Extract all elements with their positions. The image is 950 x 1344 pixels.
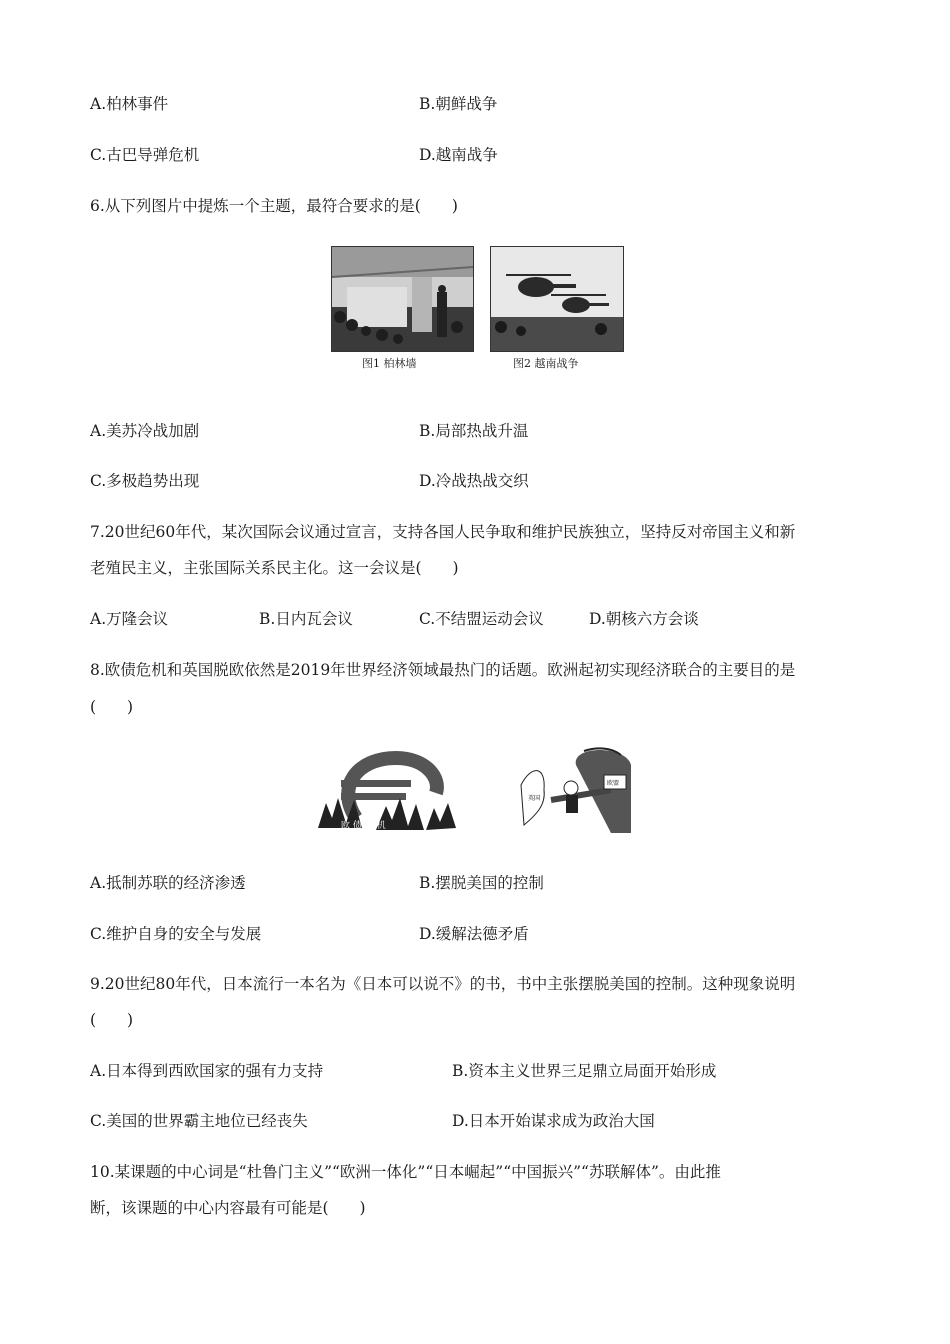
brexit-cartoon: [516, 745, 634, 833]
q6-option-c: C.多极趋势出现: [90, 472, 200, 490]
q7-option-b: B.日内瓦会议: [259, 610, 353, 628]
figure2-caption: 图2 越南战争: [513, 357, 579, 370]
q9-option-a: A.日本得到西欧国家的强有力支持: [90, 1062, 324, 1080]
q8-option-a: A.抵制苏联的经济渗透: [90, 874, 246, 892]
q8-stem-line2: ( ): [90, 698, 134, 716]
q6-option-b: B.局部热战升温: [419, 422, 529, 440]
berlin-wall-photo: [331, 246, 474, 352]
q7-stem-line2: 老殖民主义，主张国际关系民主化。这一会议是( ): [90, 559, 459, 577]
svg-text:英国: 英国: [528, 795, 541, 802]
svg-text:欧盟: 欧盟: [607, 780, 620, 787]
q8-option-c: C.维护自身的安全与发展: [90, 925, 262, 943]
q9-stem-line1: 9.20世纪80年代，日本流行一本名为《日本可以说不》的书，书中主张摆脱美国的控制。这种现象说明: [90, 975, 796, 993]
q8-stem-line1: 8.欧债危机和英国脱欧依然是2019年世界经济领域最热门的话题。欧洲起初实现经济联合的主要目的是: [90, 661, 796, 679]
q5-option-b: B.朝鲜战争: [419, 95, 498, 113]
q6-stem: 6.从下列图片中提炼一个主题，最符合要求的是( ): [90, 197, 458, 215]
q9-option-c: C.美国的世界霸主地位已经丧失: [90, 1112, 308, 1130]
q5-option-c: C.古巴导弹危机: [90, 146, 200, 164]
q10-stem-line2: 断，该课题的中心内容最有可能是( ): [90, 1199, 366, 1217]
q8-option-d: D.缓解法德矛盾: [419, 925, 529, 943]
q8-option-b: B.摆脱美国的控制: [419, 874, 544, 892]
q6-option-a: A.美苏冷战加剧: [90, 422, 200, 440]
q10-stem-line1: 10.某课题的中心词是“杜鲁门主义”“欧洲一体化”“日本崛起”“中国振兴”“苏联解体”。由此推: [90, 1163, 721, 1181]
q7-option-a: A.万隆会议: [90, 610, 169, 628]
euro-debt-crisis-cartoon: [316, 748, 471, 833]
q5-option-d: D.越南战争: [419, 146, 498, 164]
q9-option-b: B.资本主义世界三足鼎立局面开始形成: [452, 1062, 717, 1080]
q9-stem-line2: ( ): [90, 1011, 134, 1029]
svg-text:欧 债 危 机: 欧 债 危 机: [341, 821, 386, 831]
vietnam-war-photo: [490, 246, 624, 352]
q7-option-d: D.朝核六方会谈: [589, 610, 699, 628]
figure1-caption: 图1 柏林墙: [362, 357, 417, 370]
q7-option-c: C.不结盟运动会议: [419, 610, 544, 628]
q9-option-d: D.日本开始谋求成为政治大国: [452, 1112, 655, 1130]
q5-option-a: A.柏林事件: [90, 95, 169, 113]
q7-stem-line1: 7.20世纪60年代，某次国际会议通过宣言，支持各国人民争取和维护民族独立，坚持反对帝国主义和新: [90, 523, 796, 541]
q6-option-d: D.冷战热战交织: [419, 472, 529, 490]
